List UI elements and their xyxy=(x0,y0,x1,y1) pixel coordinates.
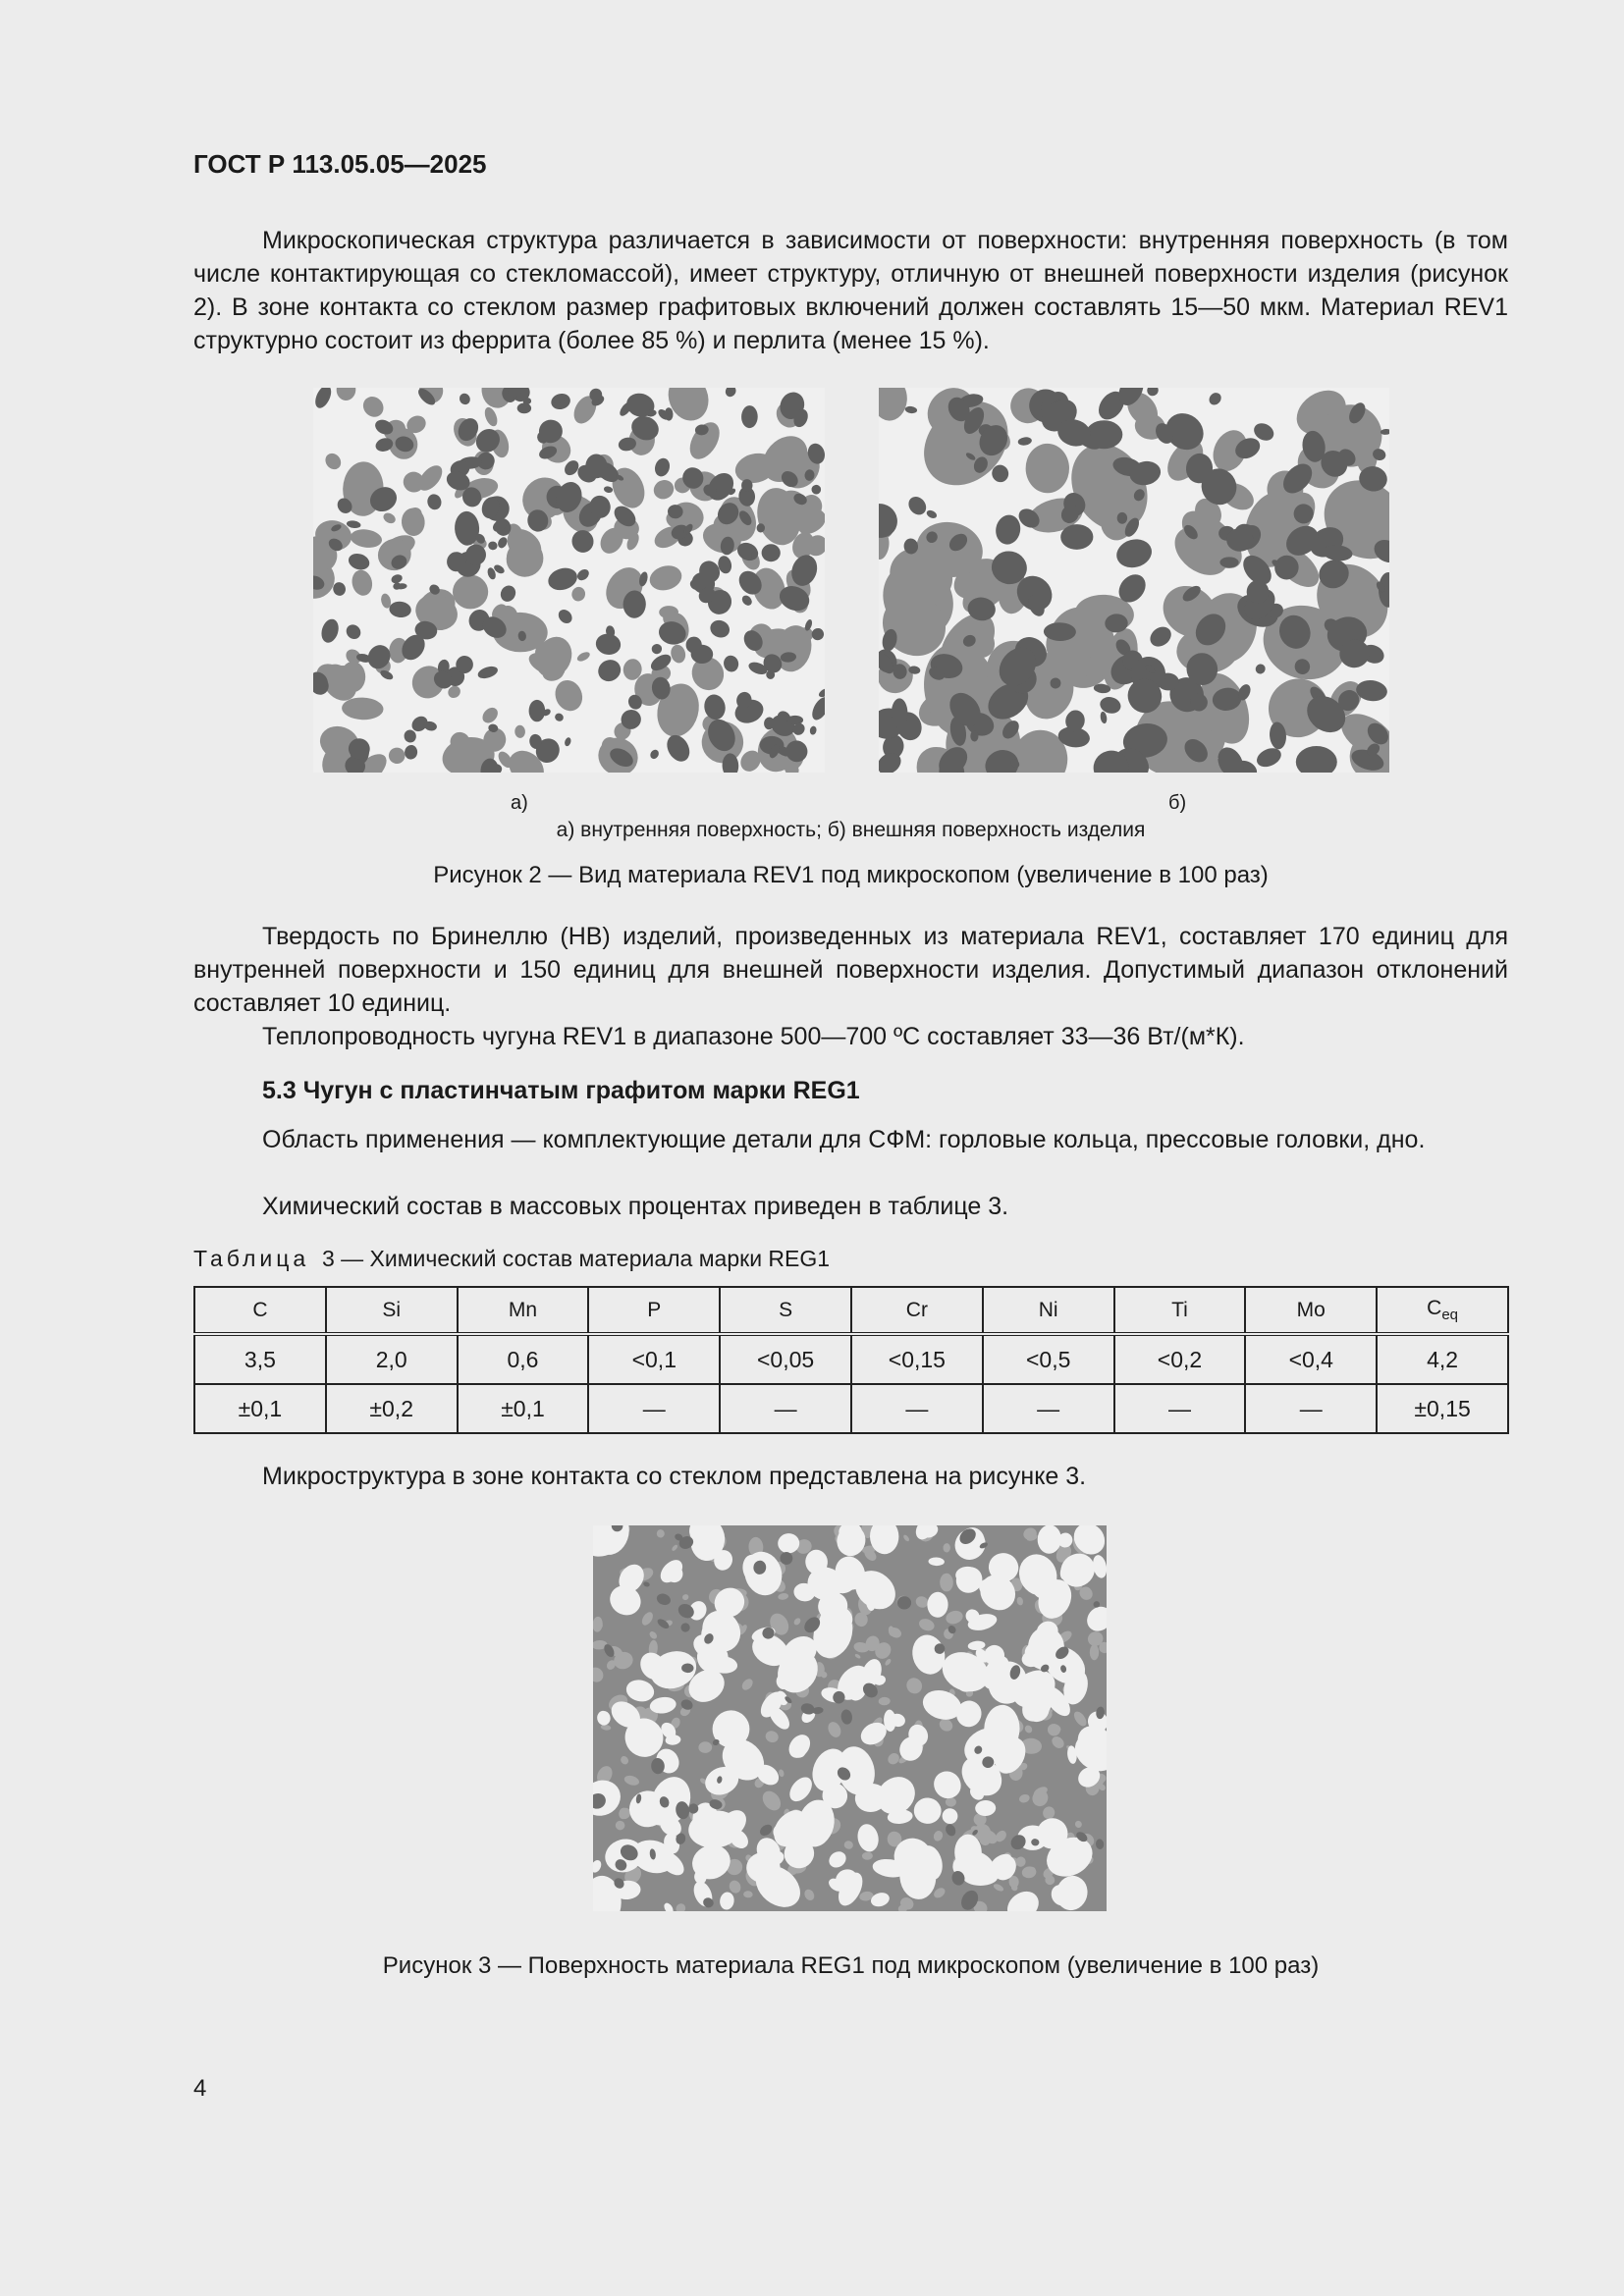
ceq-subscript: eq xyxy=(1441,1307,1459,1324)
micrograph-outer-surface xyxy=(879,388,1389,773)
table-cell: — xyxy=(720,1384,851,1433)
figure2-subcaption: а) внутренняя поверхность; б) внешняя поверхность изделия xyxy=(556,819,1146,841)
table-header-cell: P xyxy=(588,1287,720,1334)
table-cell: — xyxy=(1114,1384,1246,1433)
paragraph-thermal-conductivity: Теплопроводность чугуна REV1 в диапазоне 500—700 ºС составляет 33—36 Вт/(м*К). xyxy=(262,1023,1245,1050)
micrograph-reg1-surface xyxy=(593,1525,1107,1911)
table-row xyxy=(194,1334,1508,1384)
table-header-cell: Mn xyxy=(458,1287,589,1334)
document-header: ГОСТ Р 113.05.05—2025 xyxy=(193,149,487,179)
table-cell: ±0,2 xyxy=(326,1384,458,1433)
table3-title-prefix: Таблица xyxy=(193,1246,310,1271)
page-number: 4 xyxy=(193,2075,207,2102)
table-header-cell: Ni xyxy=(983,1287,1114,1334)
table-header-cell: Ti xyxy=(1114,1287,1246,1334)
paragraph-microstructure: Микроскопическая структура различается в зависимости от поверхности: внутренняя поверхность (в том числе контактирующая со стекломассой), имеет структуру, отличную от внешней поверхности изделия (рисунок 2). В зоне контакта со стеклом размер графитовых включений должен составлять 15—50 мкм. Материал REV1 структурно состоит из феррита (более 85 %) и перлита (менее 15 %). xyxy=(193,227,1508,354)
table-header-cell: C xyxy=(194,1287,326,1334)
table-row xyxy=(194,1384,1508,1433)
table-cell: ±0,1 xyxy=(194,1384,326,1433)
table-cell: <0,1 xyxy=(588,1334,720,1384)
table-cell: ±0,1 xyxy=(458,1384,589,1433)
chemical-composition-table xyxy=(193,1286,1509,1434)
table-cell: <0,05 xyxy=(720,1334,851,1384)
table-cell: <0,2 xyxy=(1114,1334,1246,1384)
table-cell: <0,5 xyxy=(983,1334,1114,1384)
figure-label-a: а) xyxy=(511,792,528,814)
table-cell: 4,2 xyxy=(1377,1334,1508,1384)
table3-title xyxy=(193,1246,830,1272)
ceq-symbol: C xyxy=(1427,1296,1442,1319)
section-heading-5-3: 5.3 Чугун с пластинчатым графитом марки REG1 xyxy=(262,1077,860,1104)
paragraph-application: Область применения — комплектующие детали для СФМ: горловые кольца, прессовые головки, дно. xyxy=(262,1126,1426,1153)
figure-label-b: б) xyxy=(1168,792,1187,814)
table-cell: — xyxy=(1245,1384,1377,1433)
table-header-cell: Cr xyxy=(851,1287,983,1334)
table-cell: — xyxy=(983,1384,1114,1433)
figure2-caption: Рисунок 2 — Вид материала REV1 под микроскопом (увеличение в 100 раз) xyxy=(433,862,1269,888)
table-cell: 0,6 xyxy=(458,1334,589,1384)
paragraph-figure3-ref: Микроструктура в зоне контакта со стеклом представлена на рисунке 3. xyxy=(262,1463,1087,1490)
table-header-cell: Si xyxy=(326,1287,458,1334)
figure3-caption: Рисунок 3 — Поверхность материала REG1 под микроскопом (увеличение в 100 раз) xyxy=(382,1952,1320,1979)
table-header-cell-ceq xyxy=(1377,1287,1508,1334)
table-cell: — xyxy=(851,1384,983,1433)
table-header-cell: Mo xyxy=(1245,1287,1377,1334)
table-cell: 2,0 xyxy=(326,1334,458,1384)
table-cell: ±0,15 xyxy=(1377,1384,1508,1433)
table3-title-rest: 3 — Химический состав материала марки REG1 xyxy=(321,1246,831,1271)
table-cell: — xyxy=(588,1384,720,1433)
table-header-row xyxy=(194,1287,1508,1334)
table-cell: 3,5 xyxy=(194,1334,326,1384)
table-cell: <0,4 xyxy=(1245,1334,1377,1384)
paragraph-hardness: Твердость по Бринеллю (HB) изделий, произведенных из материала REV1, составляет 170 единиц для внутренней поверхности и 150 единиц для внешней поверхности изделия. Допустимый диапазон отклонений составляет 10 единиц. xyxy=(193,923,1508,1017)
table-cell: <0,15 xyxy=(851,1334,983,1384)
paragraph-table-ref: Химический состав в массовых процентах приведен в таблице 3. xyxy=(262,1193,1009,1220)
table-header-cell: S xyxy=(720,1287,851,1334)
micrograph-inner-surface xyxy=(313,388,825,773)
